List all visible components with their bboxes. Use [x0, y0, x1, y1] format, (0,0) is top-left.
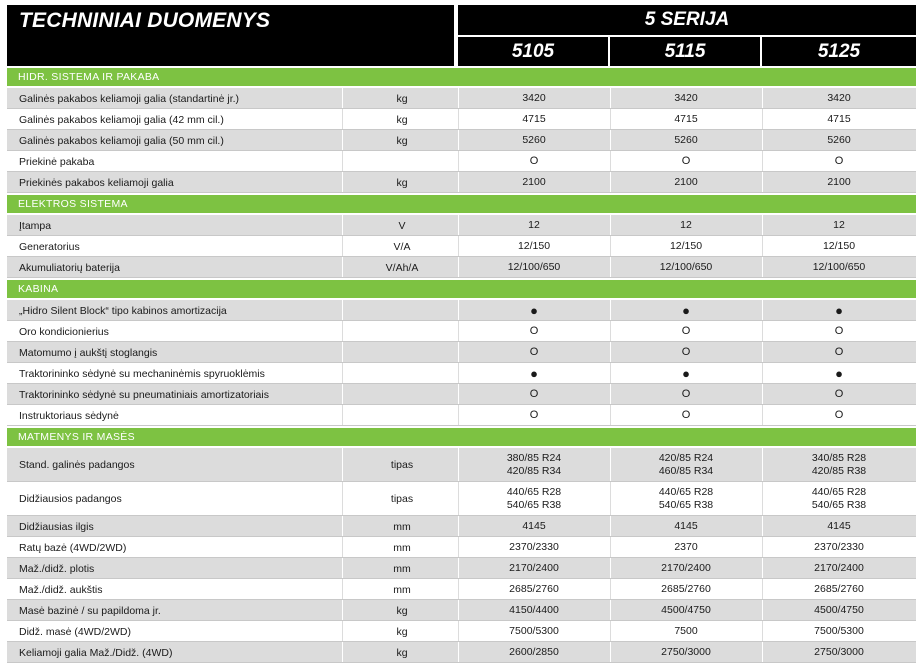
value-cell: 2750/3000 — [661, 646, 711, 658]
value-cell: 2170/2400 — [509, 562, 559, 574]
option-circle-icon: O — [834, 388, 844, 400]
row-unit: V — [398, 219, 406, 232]
table-row — [7, 537, 916, 558]
value-cell: 2600/2850 — [509, 646, 559, 658]
table-row — [7, 579, 916, 600]
table-row — [7, 321, 916, 342]
value-cell: 2170/2400 — [661, 562, 711, 574]
value-cell: 3420 — [827, 92, 851, 104]
option-circle-icon: O — [681, 409, 691, 421]
value-cell: 380/85 R24 420/85 R34 — [506, 452, 562, 477]
row-unit: V/Ah/A — [385, 261, 419, 274]
row-unit: kg — [396, 646, 408, 659]
option-circle-icon: O — [834, 409, 844, 421]
row-unit: V/A — [393, 240, 411, 253]
row-label: Traktorininko sėdynė su pneumatiniais amortizatoriais — [19, 388, 269, 401]
row-unit: mm — [393, 583, 411, 596]
column-divider — [342, 482, 343, 516]
table-row — [7, 384, 916, 405]
option-circle-icon: O — [529, 346, 539, 358]
row-divider — [7, 192, 916, 193]
option-circle-icon: O — [529, 388, 539, 400]
section-header: HIDR. SISTEMA IR PAKABA — [7, 68, 916, 86]
row-label: Galinės pakabos keliamoji galia (standartinė jr.) — [19, 92, 240, 105]
value-cell: 2685/2760 — [814, 583, 864, 595]
table-row — [7, 558, 916, 579]
table-row — [7, 516, 916, 537]
column-divider — [342, 88, 343, 109]
column-divider — [342, 558, 343, 579]
value-cell: 4715 — [522, 113, 546, 125]
column-divider — [342, 537, 343, 558]
value-cell: 12/150 — [669, 240, 703, 252]
value-cell: 2370/2330 — [509, 541, 559, 553]
row-unit: mm — [393, 520, 411, 533]
table-row — [7, 130, 916, 151]
model-header-5105: 5105 — [458, 37, 608, 66]
value-cell: 12 — [528, 219, 540, 231]
row-label: Priekinės pakabos keliamoji galia — [19, 176, 174, 189]
table-row — [7, 172, 916, 193]
row-unit — [342, 405, 462, 426]
row-label: Įtampa — [19, 219, 52, 232]
table-row — [7, 151, 916, 172]
row-unit — [342, 300, 462, 321]
table-row — [7, 482, 916, 516]
option-circle-icon: O — [681, 155, 691, 167]
row-unit — [342, 363, 462, 384]
table-row — [7, 88, 916, 109]
value-cell: 4150/4400 — [509, 604, 559, 616]
table-row — [7, 621, 916, 642]
value-cell: 5260 — [522, 134, 546, 146]
row-unit — [342, 342, 462, 363]
option-circle-icon: O — [834, 155, 844, 167]
row-unit — [342, 384, 462, 405]
value-cell: 12 — [680, 219, 692, 231]
value-cell: 5260 — [674, 134, 698, 146]
row-unit: tipas — [390, 459, 414, 471]
value-cell: 7500/5300 — [814, 625, 864, 637]
value-cell: 2100 — [674, 176, 698, 188]
standard-dot-icon: ● — [835, 303, 843, 318]
column-divider — [342, 172, 343, 193]
row-label: Didžiausias ilgis — [19, 520, 94, 533]
row-unit: mm — [393, 541, 411, 554]
value-cell: 12 — [833, 219, 845, 231]
value-cell: 3420 — [522, 92, 546, 104]
value-cell: 12/150 — [822, 240, 856, 252]
standard-dot-icon: ● — [682, 303, 690, 318]
table-row — [7, 215, 916, 236]
section-header: ELEKTROS SISTEMA — [7, 195, 916, 213]
row-unit: kg — [396, 92, 408, 105]
standard-dot-icon: ● — [682, 366, 690, 381]
column-divider — [342, 642, 343, 663]
column-divider — [342, 384, 343, 405]
value-cell: 4500/4750 — [661, 604, 711, 616]
value-cell: 4145 — [522, 520, 546, 532]
row-unit — [342, 321, 462, 342]
standard-dot-icon: ● — [530, 303, 538, 318]
page-title: TECHNINIAI DUOMENYS — [19, 9, 271, 32]
option-circle-icon: O — [681, 325, 691, 337]
row-label: Masė bazinė / su papildoma jr. — [19, 604, 161, 617]
row-label: Traktorininko sėdynė su mechaninėmis spyruoklėmis — [19, 367, 265, 380]
value-cell: 420/85 R24 460/85 R34 — [658, 452, 714, 477]
option-circle-icon: O — [834, 325, 844, 337]
value-cell: 7500 — [674, 625, 698, 637]
column-divider — [342, 321, 343, 342]
row-unit: kg — [396, 134, 408, 147]
row-divider — [7, 277, 916, 278]
table-row — [7, 600, 916, 621]
row-unit: kg — [396, 604, 408, 617]
column-divider — [342, 342, 343, 363]
option-circle-icon: O — [834, 346, 844, 358]
row-label: Keliamoji galia Maž./Didž. (4WD) — [19, 646, 173, 659]
row-label: Galinės pakabos keliamoji galia (42 mm cil.) — [19, 113, 224, 126]
model-header-5125: 5125 — [762, 37, 916, 66]
value-cell: 5260 — [827, 134, 851, 146]
value-cell: 3420 — [674, 92, 698, 104]
value-cell: 440/65 R28 540/65 R38 — [658, 486, 714, 511]
value-cell: 2685/2760 — [509, 583, 559, 595]
row-label: Generatorius — [19, 240, 80, 253]
column-divider — [342, 516, 343, 537]
table-row — [7, 642, 916, 663]
table-title-block — [7, 5, 454, 66]
option-circle-icon: O — [681, 388, 691, 400]
value-cell: 2170/2400 — [814, 562, 864, 574]
row-label: Galinės pakabos keliamoji galia (50 mm cil.) — [19, 134, 224, 147]
row-unit: kg — [396, 176, 408, 189]
row-label: Stand. galinės padangos — [19, 459, 135, 471]
standard-dot-icon: ● — [835, 366, 843, 381]
table-row — [7, 109, 916, 130]
row-label: Akumuliatorių baterija — [19, 261, 120, 274]
row-label: Priekinė pakaba — [19, 155, 95, 168]
column-divider — [342, 109, 343, 130]
column-divider — [342, 600, 343, 621]
table-row — [7, 342, 916, 363]
row-label: Oro kondicionierius — [19, 325, 109, 338]
column-divider — [342, 363, 343, 384]
row-unit: tipas — [390, 493, 414, 505]
column-divider — [342, 621, 343, 642]
value-cell: 340/85 R28 420/85 R38 — [811, 452, 867, 477]
column-divider — [342, 405, 343, 426]
column-divider — [342, 579, 343, 600]
table-row — [7, 363, 916, 384]
option-circle-icon: O — [529, 325, 539, 337]
section-header: MATMENYS IR MASĖS — [7, 428, 916, 446]
value-cell: 4145 — [674, 520, 698, 532]
model-header-5115: 5115 — [610, 37, 760, 66]
row-divider — [7, 425, 916, 426]
table-row — [7, 300, 916, 321]
value-cell: 2100 — [827, 176, 851, 188]
row-label: Instruktoriaus sėdynė — [19, 409, 119, 422]
column-divider — [342, 215, 343, 236]
row-unit: kg — [396, 113, 408, 126]
value-cell: 2685/2760 — [661, 583, 711, 595]
column-divider — [342, 151, 343, 172]
table-row — [7, 405, 916, 426]
row-label: Maž./didž. aukštis — [19, 583, 103, 596]
value-cell: 7500/5300 — [509, 625, 559, 637]
value-cell: 440/65 R28 540/65 R38 — [811, 486, 867, 511]
option-circle-icon: O — [529, 409, 539, 421]
option-circle-icon: O — [529, 155, 539, 167]
section-header: KABINA — [7, 280, 916, 298]
column-divider — [342, 257, 343, 278]
column-divider — [342, 300, 343, 321]
series-header: 5 SERIJA — [458, 5, 916, 35]
value-cell: 12/100/650 — [812, 261, 866, 273]
row-label: Matomumo į aukštį stoglangis — [19, 346, 158, 359]
value-cell: 440/65 R28 540/65 R38 — [506, 486, 562, 511]
value-cell: 12/100/650 — [659, 261, 713, 273]
column-divider — [342, 130, 343, 151]
row-unit: mm — [393, 562, 411, 575]
value-cell: 4500/4750 — [814, 604, 864, 616]
row-label: Didžiausios padangos — [19, 493, 122, 505]
standard-dot-icon: ● — [530, 366, 538, 381]
value-cell: 12/150 — [517, 240, 551, 252]
row-label: Maž./didž. plotis — [19, 562, 95, 575]
row-label: Ratų bazė (4WD/2WD) — [19, 541, 127, 554]
value-cell: 2370 — [674, 541, 698, 553]
row-label: „Hidro Silent Block“ tipo kabinos amortizacija — [19, 304, 227, 317]
row-unit — [342, 151, 462, 172]
row-label: Didž. masė (4WD/2WD) — [19, 625, 132, 638]
value-cell: 4715 — [674, 113, 698, 125]
value-cell: 2370/2330 — [814, 541, 864, 553]
table-row — [7, 257, 916, 278]
table-row — [7, 448, 916, 482]
value-cell: 4145 — [827, 520, 851, 532]
value-cell: 2750/3000 — [814, 646, 864, 658]
row-unit: kg — [396, 625, 408, 638]
value-cell: 2100 — [522, 176, 546, 188]
column-divider — [342, 448, 343, 482]
option-circle-icon: O — [681, 346, 691, 358]
value-cell: 4715 — [827, 113, 851, 125]
column-divider — [342, 236, 343, 257]
table-row — [7, 236, 916, 257]
value-cell: 12/100/650 — [507, 261, 561, 273]
